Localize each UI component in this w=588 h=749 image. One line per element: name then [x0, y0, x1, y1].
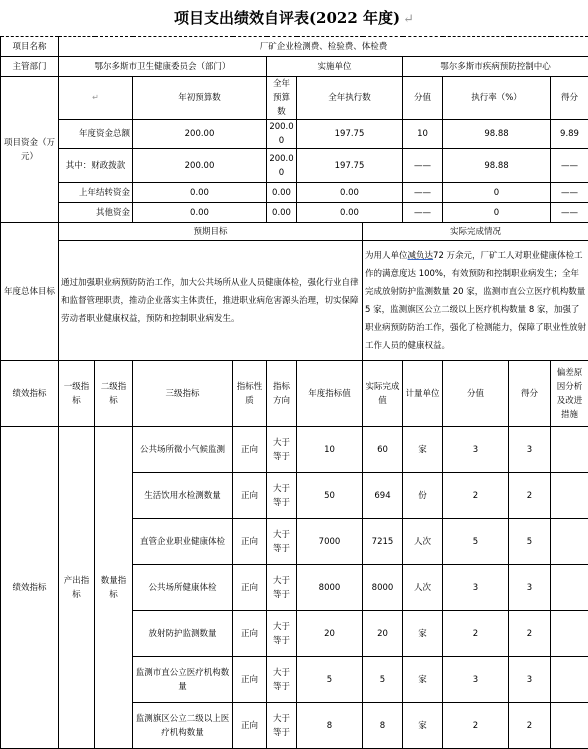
funds-exec: 197.75	[297, 120, 403, 149]
col-unit: 计量单位	[403, 361, 443, 427]
actual-result-label: 实际完成情况	[363, 223, 588, 241]
indicator-target: 5	[297, 657, 363, 703]
project-name-row	[1, 37, 588, 57]
indicator-value: 2	[443, 611, 509, 657]
funds-rate: 98.88	[443, 120, 551, 149]
project-name-value: 厂矿企业检测费、检验费、体检费	[59, 37, 588, 57]
indicator-direction: 大于等于	[267, 473, 297, 519]
funds-full: 200.00	[267, 149, 297, 183]
funds-score: ——	[551, 203, 588, 223]
indicator-nature: 正向	[233, 565, 267, 611]
indicator-actual: 60	[363, 427, 403, 473]
indicator-direction: 大于等于	[267, 427, 297, 473]
col-level2: 二级指标	[95, 361, 133, 427]
expected-goal-label: 预期目标	[59, 223, 363, 241]
indicator-deviation	[551, 427, 588, 473]
project-name-label: 项目名称	[1, 37, 59, 57]
level1-value: 产出指标	[59, 427, 95, 749]
funds-row	[1, 120, 588, 149]
indicator-score: 5	[509, 519, 551, 565]
indicator-unit: 份	[403, 473, 443, 519]
indicator-deviation	[551, 703, 588, 749]
funds-row-label: 上年结转资金	[59, 183, 133, 203]
funds-full: 200.00	[267, 120, 297, 149]
indicator-unit: 家	[403, 611, 443, 657]
indicator-value: 3	[443, 565, 509, 611]
indicator-actual: 8	[363, 703, 403, 749]
indicator-name: 监测旗区公立二级以上医疗机构数量	[133, 703, 233, 749]
indicator-target: 8000	[297, 565, 363, 611]
funds-value: ——	[403, 203, 443, 223]
indicator-deviation	[551, 519, 588, 565]
funds-value: 10	[403, 120, 443, 149]
funds-row	[1, 149, 588, 183]
funds-row-label: 其中：财政拨款	[59, 149, 133, 183]
funds-rate: 98.88	[443, 149, 551, 183]
indicator-value: 3	[443, 427, 509, 473]
indicator-target: 8	[297, 703, 363, 749]
indicator-unit: 家	[403, 427, 443, 473]
title-text: 项目支出绩效自评表(2022 年度)	[174, 9, 400, 27]
indicator-nature: 正向	[233, 657, 267, 703]
indicator-actual: 694	[363, 473, 403, 519]
funds-rate: 0	[443, 203, 551, 223]
impl-value: 鄂尔多斯市疾病预防控制中心	[403, 57, 588, 77]
funds-label: 项目资金（万元）	[1, 77, 59, 223]
funds-budget: 0.00	[133, 203, 267, 223]
funds-budget: 200.00	[133, 120, 267, 149]
expected-goal-text: 通过加强职业病预防防治工作，加大公共场所从业人员健康体检，强化行业自律和监督管理职责，推动企业落实主体责任，推进职业病危害源头治理，切实保障劳动者职业健康权益，预防和控制职业病发生。	[59, 241, 363, 361]
indicator-nature: 正向	[233, 519, 267, 565]
indicator-name: 放射防护监测数量	[133, 611, 233, 657]
indicator-row	[1, 427, 588, 473]
indicator-score: 3	[509, 565, 551, 611]
indicator-actual: 7215	[363, 519, 403, 565]
funds-score: 9.89	[551, 120, 588, 149]
funds-value: ——	[403, 149, 443, 183]
indicator-actual: 20	[363, 611, 403, 657]
indicator-direction: 大于等于	[267, 657, 297, 703]
return-mark: ↵	[403, 12, 414, 27]
indicator-target: 7000	[297, 519, 363, 565]
impl-label: 实施单位	[267, 57, 403, 77]
funds-score: ——	[551, 149, 588, 183]
indicator-section-label: 绩效指标	[1, 361, 59, 427]
col-score-value: 分值	[403, 77, 443, 120]
indicator-unit: 人次	[403, 565, 443, 611]
indicator-actual: 5	[363, 657, 403, 703]
funds-row	[1, 183, 588, 203]
col-annual-value: 年度指标值	[297, 361, 363, 427]
indicator-score: 2	[509, 703, 551, 749]
col-exec-rate: 执行率（%）	[443, 77, 551, 120]
actual-text-part: 为用人单位	[365, 251, 408, 261]
col-level1: 一级指标	[59, 361, 95, 427]
indicator-actual: 8000	[363, 565, 403, 611]
indicator-deviation	[551, 611, 588, 657]
indicator-direction: 大于等于	[267, 565, 297, 611]
indicator-value: 2	[443, 473, 509, 519]
dept-label: 主管部门	[1, 57, 59, 77]
funds-full: 0.00	[267, 203, 297, 223]
indicator-section-label: 绩效指标	[1, 427, 59, 749]
indicator-name: 直管企业职业健康体检	[133, 519, 233, 565]
funds-budget: 0.00	[133, 183, 267, 203]
indicator-direction: 大于等于	[267, 611, 297, 657]
indicator-direction: 大于等于	[267, 519, 297, 565]
col-annual-budget: 年初预算数	[133, 77, 267, 120]
col-score: 得分	[551, 77, 588, 120]
indicator-nature: 正向	[233, 473, 267, 519]
indicator-unit: 家	[403, 703, 443, 749]
col-score: 得分	[509, 361, 551, 427]
indicator-unit: 家	[403, 657, 443, 703]
indicator-target: 10	[297, 427, 363, 473]
funds-full: 0.00	[267, 183, 297, 203]
indicator-name: 公共场所微小气候监测	[133, 427, 233, 473]
indicator-name: 监测市直公立医疗机构数量	[133, 657, 233, 703]
dept-value: 鄂尔多斯市卫生健康委员会（部门）	[59, 57, 267, 77]
indicator-value: 2	[443, 703, 509, 749]
indicator-nature: 正向	[233, 703, 267, 749]
indicator-deviation	[551, 565, 588, 611]
col-full-budget: 全年预算数	[267, 77, 297, 120]
col-level3: 三级指标	[133, 361, 233, 427]
funds-exec: 0.00	[297, 183, 403, 203]
funds-row-label: 年度资金总额	[59, 120, 133, 149]
indicator-score: 3	[509, 657, 551, 703]
funds-value: ——	[403, 183, 443, 203]
funds-row	[1, 203, 588, 223]
indicator-nature: 正向	[233, 427, 267, 473]
report-title	[0, 0, 588, 36]
dept-row	[1, 57, 588, 77]
indicator-score: 3	[509, 427, 551, 473]
col-deviation: 偏差原因分析及改进措施	[551, 361, 588, 427]
indicator-name: 公共场所健康体检	[133, 565, 233, 611]
col-score-value: 分值	[443, 361, 509, 427]
funds-row-label: 其他资金	[59, 203, 133, 223]
funds-score: ——	[551, 183, 588, 203]
level2-value: 数量指标	[95, 427, 133, 749]
indicator-score: 2	[509, 473, 551, 519]
indicator-nature: 正向	[233, 611, 267, 657]
col-actual-value: 实际完成值	[363, 361, 403, 427]
funds-exec: 197.75	[297, 149, 403, 183]
indicator-deviation	[551, 473, 588, 519]
indicator-deviation	[551, 657, 588, 703]
col-nature: 指标性质	[233, 361, 267, 427]
indicator-header-row	[1, 361, 588, 427]
indicator-target: 50	[297, 473, 363, 519]
actual-text-underlined: 减负达	[408, 251, 434, 261]
funds-budget: 200.00	[133, 149, 267, 183]
col-direction: 指标方向	[267, 361, 297, 427]
indicator-value: 5	[443, 519, 509, 565]
goals-content-row	[1, 241, 588, 361]
funds-blank-cell: ↵	[59, 77, 133, 120]
funds-rate: 0	[443, 183, 551, 203]
indicator-name: 生活饮用水检测数量	[133, 473, 233, 519]
performance-table	[0, 36, 588, 749]
goals-label: 年度总体目标	[1, 223, 59, 361]
goals-header-row	[1, 223, 588, 241]
col-exec: 全年执行数	[297, 77, 403, 120]
indicator-direction: 大于等于	[267, 703, 297, 749]
funds-exec: 0.00	[297, 203, 403, 223]
actual-result-text	[363, 241, 588, 361]
indicator-score: 2	[509, 611, 551, 657]
indicator-target: 20	[297, 611, 363, 657]
indicator-unit: 人次	[403, 519, 443, 565]
indicator-value: 3	[443, 657, 509, 703]
funds-header-row	[1, 77, 588, 120]
actual-text-part: 72 万余元，厂矿工人对职业健康体检工作的满意度达 100%，有效预防和控制职业病发生；全年完成放射防护监测数量 20 家，监测市直公立医疗机构数量 5 家，监测旗区公立二级以上医疗机构数量 8 家，加强了职业病预防防治工作，强化了检测能力，保障了职业性放射工作人员的健康权益。	[365, 251, 586, 351]
